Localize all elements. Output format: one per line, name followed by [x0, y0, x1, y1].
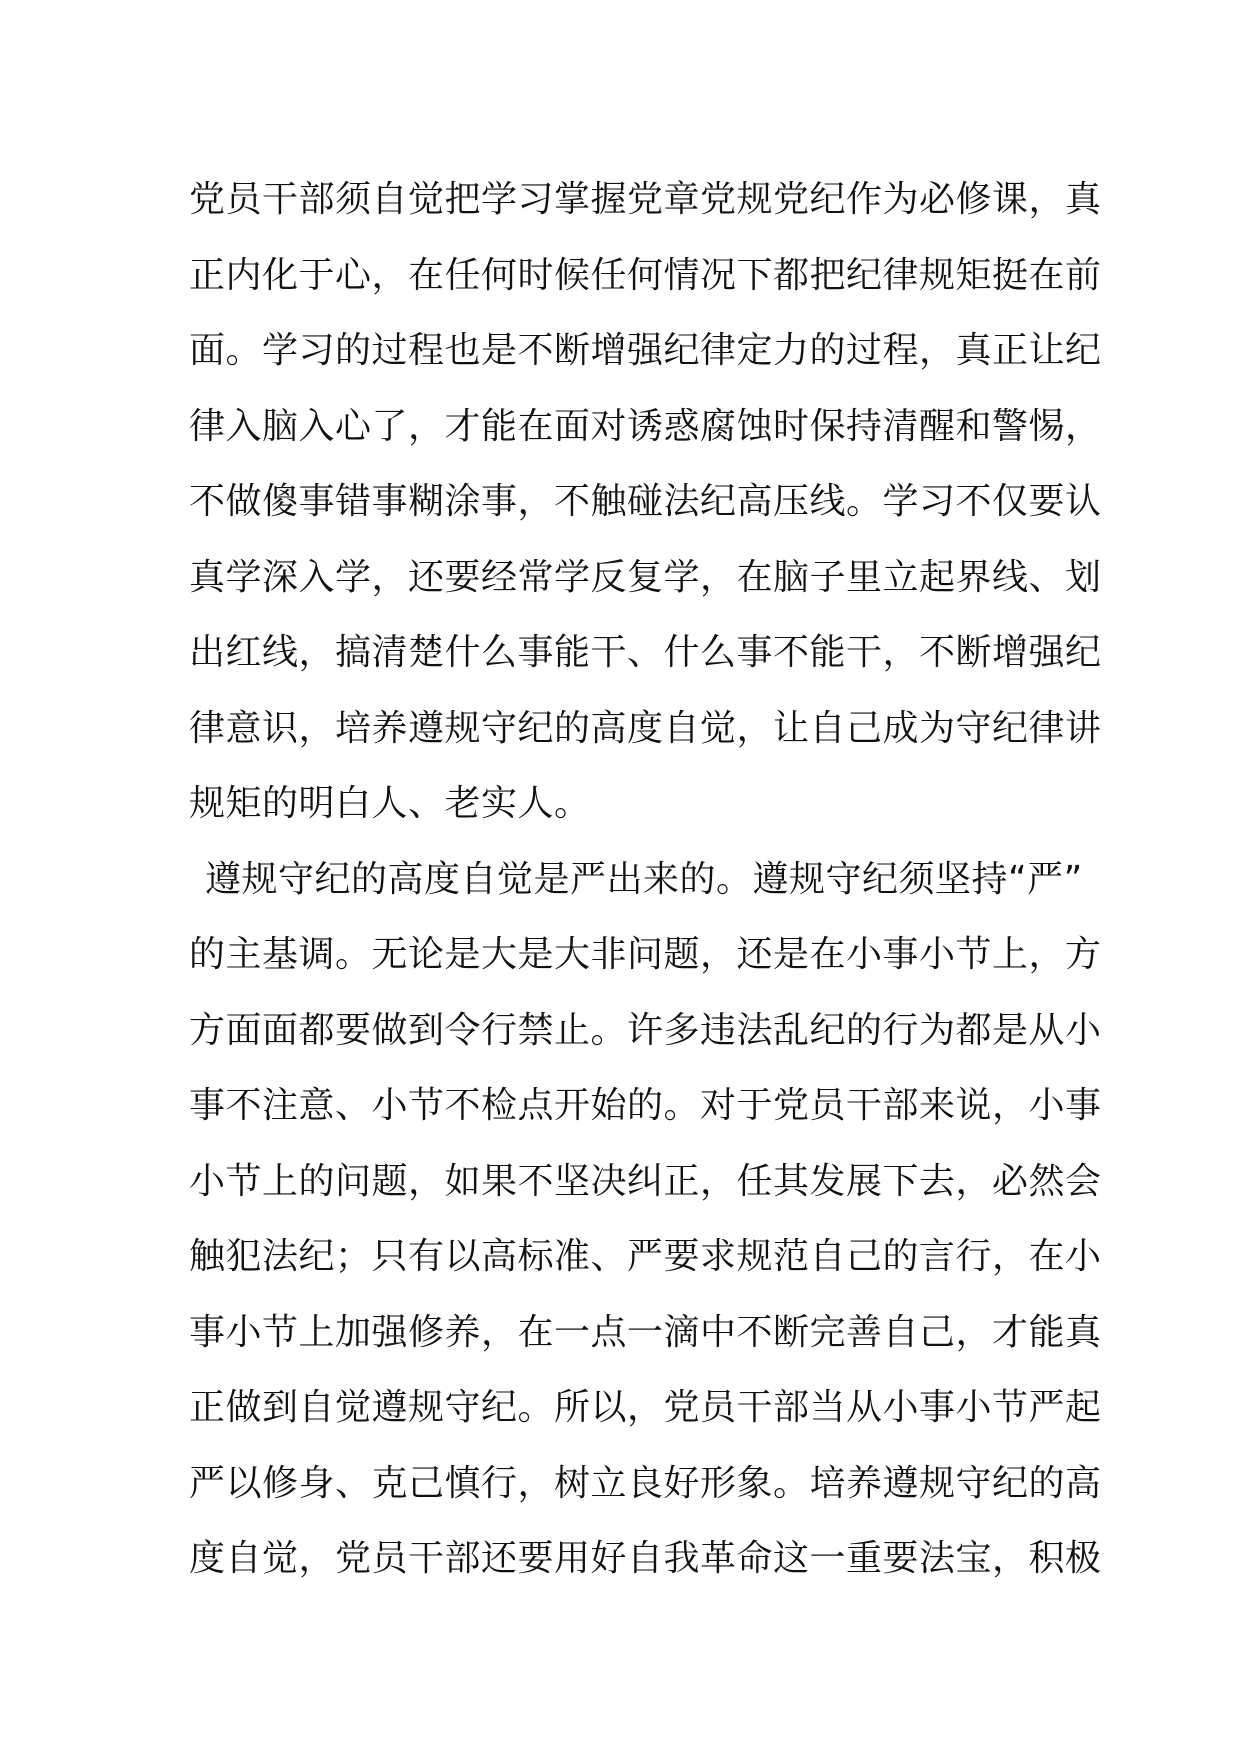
text-line: 面。学习的过程也是不断增强纪律定力的过程，真正让纪 — [189, 330, 1102, 371]
text-line: 遵规守纪的高度自觉是严出来的。遵规守纪须坚持“严” — [205, 858, 1083, 900]
text-line: 事小节上加强修养，在一点一滴中不断完善自己，才能真 — [189, 1311, 1102, 1353]
text-line: 律意识，培养遵规守纪的高度自觉，让自己成为守纪律讲 — [189, 707, 1102, 749]
text-line: 出红线，搞清楚什么事能干、什么事不能干，不断增强纪 — [189, 632, 1102, 673]
text-line: 党员干部须自觉把学习掌握党章党规党纪作为必修课，真 — [189, 179, 1102, 220]
text-line: 的主基调。无论是大是大非问题，还是在小事小节上，方 — [189, 934, 1102, 975]
text-line: 方面面都要做到令行禁止。许多违法乱纪的行为都是从小 — [189, 1009, 1102, 1051]
text-line: 度自觉，党员干部还要用好自我革命这一重要法宝，积极 — [189, 1538, 1102, 1579]
text-line: 事不注意、小节不检点开始的。对于党员干部来说，小事 — [189, 1085, 1102, 1126]
text-line: 严以修身、克己慎行，树立良好形象。培养遵规守纪的高 — [189, 1462, 1102, 1504]
document-body — [189, 162, 1102, 1597]
text-line: 正内化于心，在任何时候任何情况下都把纪律规矩挺在前 — [189, 254, 1102, 296]
text-line: 不做傻事错事糊涂事，不触碰法纪高压线。学习不仅要认 — [189, 481, 1102, 522]
paragraph-2 — [189, 842, 1102, 1597]
paragraph-1 — [189, 162, 1102, 842]
text-line: 正做到自觉遵规守纪。所以，党员干部当从小事小节严起 — [189, 1387, 1102, 1428]
text-line: 小节上的问题，如果不坚决纠正，任其发展下去，必然会 — [189, 1160, 1102, 1202]
text-line: 真学深入学，还要经常学反复学，在脑子里立起界线、划 — [189, 556, 1102, 598]
text-line: 律入脑入心了，才能在面对诱惑腐蚀时保持清醒和警惕， — [189, 405, 1102, 447]
text-line: 规矩的明白人、老实人。 — [189, 783, 591, 824]
text-line: 触犯法纪；只有以高标准、严要求规范自己的言行，在小 — [189, 1236, 1102, 1277]
